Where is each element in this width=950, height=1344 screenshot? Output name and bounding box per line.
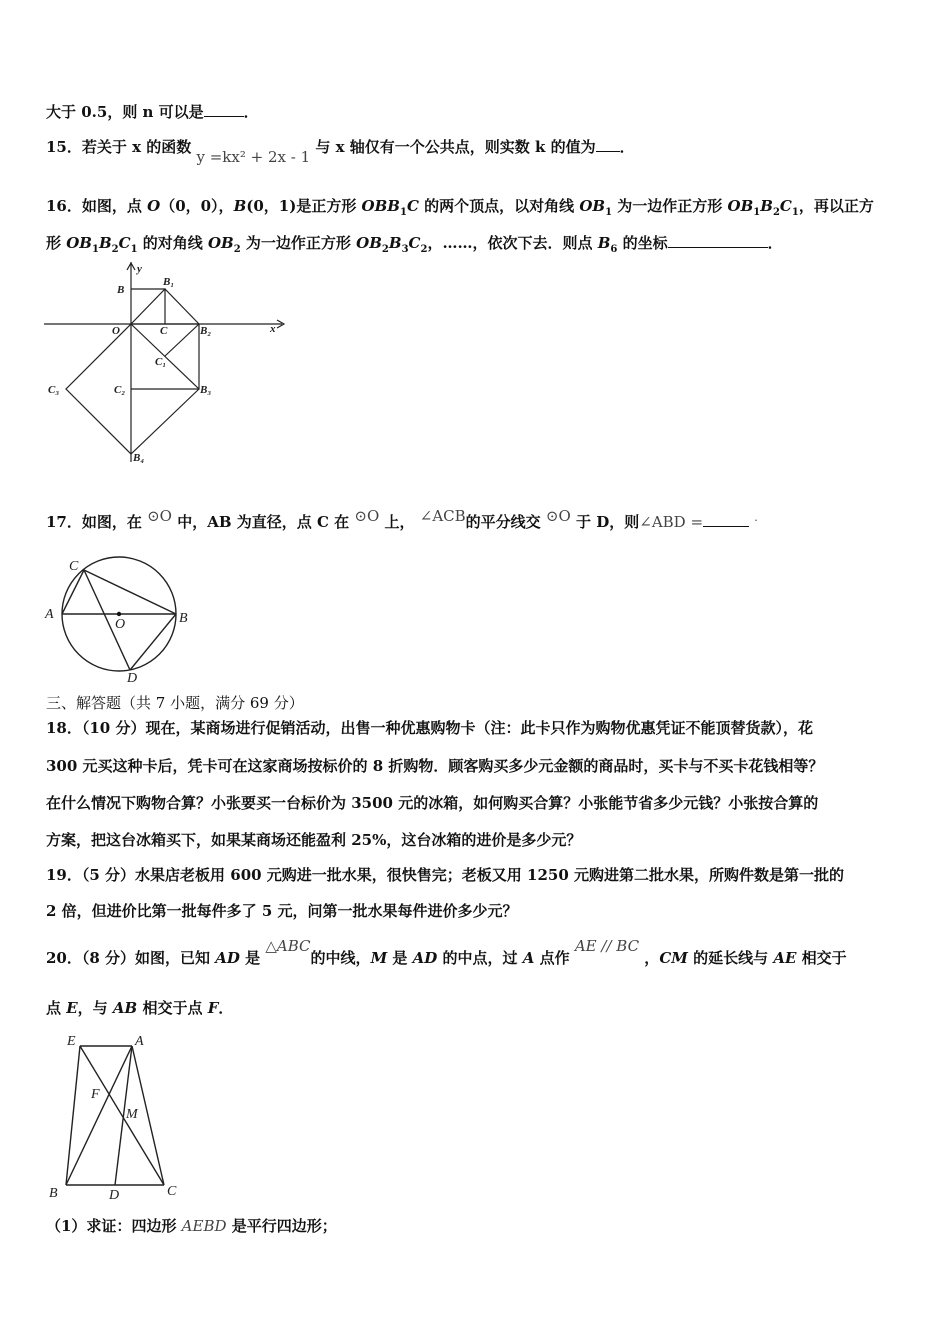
segment-ca: [62, 570, 84, 614]
figure-16-squares: [44, 262, 294, 467]
circle-o-symbol: ⊙O: [147, 507, 172, 525]
label-M: M: [126, 1107, 138, 1122]
label-C3: C₃: [48, 384, 60, 396]
label-B1: B₁: [163, 276, 175, 288]
answer-blank: [668, 233, 768, 248]
label-B3: B₃: [200, 384, 212, 396]
circle-o-symbol: ⊙O: [545, 507, 571, 525]
question-20-line2: 点 E，与 AB 相交于点 F．: [46, 999, 234, 1017]
label-A: A: [45, 607, 54, 622]
answer-blank: [703, 512, 749, 527]
triangle-abc: △ABC: [265, 937, 311, 955]
question-19-line2: 2 倍，但进价比第一批每件多了 5 元，问第一批水果每件进价多少元？: [46, 902, 518, 920]
question-18-line1: 18．（10 分）现在，某商场进行促销活动，出售一种优惠购物卡（注：此卡只作为购物优惠凭证不能顶替货款），花: [46, 719, 813, 737]
q14-tail: 大于 0.5，则 n 可以是 ．: [46, 103, 259, 121]
angle-acb: ∠ACB: [419, 507, 466, 525]
figure-20-parallelogram: [44, 1028, 184, 1203]
question-16-line2: 形 $OB_1B_2C_1$ 的对角线 $OB_2$ 为一边作正方形 $OB_2B_3C_2$，……，依次下去．则点 $B_6$ 的坐标 ．: [46, 234, 783, 255]
question-16-line1: 16．如图，点 O（0，0），B(0，1)是正方形 $OBB_1C$ 的两个顶点，以对角线 $OB_1$ 为一边作正方形 $OB_1B_2C_1$，再以正方: [46, 197, 874, 218]
label-O: O: [112, 325, 120, 337]
question-17: 17．如图，在 ⊙O 中，AB 为直径，点 C 在 ⊙O 上， ∠ACB的平分线交 ⊙O 于 D，则∠ABD = .: [46, 507, 758, 531]
label-O: O: [115, 617, 126, 632]
section-3-heading: 三、解答题（共 7 小题，满分 69 分）: [46, 694, 304, 712]
q15-function: y =kx² + 2x - 1: [196, 148, 311, 166]
label-C: C: [69, 559, 79, 574]
label-B2: B₂: [200, 325, 212, 337]
ae-parallel-bc: AE // BC: [574, 937, 640, 955]
label-x: x: [270, 323, 276, 335]
label-B: B: [179, 611, 188, 626]
question-20-line1: 20．（8 分）如图，已知 AD 是 △ABC的中线，M 是 AD 的中点，过 A 点作 AE // BC ，CM 的延长线与 AE 相交于: [46, 937, 847, 967]
label-A: A: [135, 1034, 144, 1049]
label-D: D: [127, 671, 138, 685]
answer-blank: [204, 102, 244, 117]
label-C1: C₁: [155, 356, 167, 368]
label-E: E: [67, 1034, 76, 1049]
label-B: B: [49, 1186, 58, 1201]
figure-17-circle: [42, 555, 197, 685]
question-18-line2: 300 元买这种卡后，凭卡可在这家商场按标价的 8 折购物．顾客购买多少元金额的商品时，买卡与不买卡花钱相等？: [46, 757, 824, 775]
circle-o-symbol: ⊙O: [354, 507, 380, 525]
label-B: B: [117, 284, 125, 296]
label-B4: B₄: [133, 452, 145, 464]
segment-eb: [66, 1046, 80, 1185]
label-y: y: [137, 263, 142, 275]
question-15: 15．若关于 x 的函数 y =kx² + 2x - 1 与 x 轴仅有一个公共点，则实数 k 的值为 ．: [46, 138, 635, 166]
question-18-line3: 在什么情况下购物合算？小张要买一台标价为 3500 元的冰箱，如何购买合算？小张能节省多少元钱？小张按合算的: [46, 794, 819, 812]
label-C2: C₂: [114, 384, 126, 396]
center-point: [117, 612, 121, 616]
angle-abd: ∠ABD =: [639, 513, 704, 531]
label-C: C: [160, 325, 168, 337]
question-18-line4: 方案，把这台冰箱买下，如果某商场还能盈利 25%，这台冰箱的进价是多少元？: [46, 831, 582, 849]
label-C: C: [167, 1184, 177, 1199]
label-D: D: [109, 1188, 120, 1203]
question-20-part1: （1）求证：四边形 AEBD 是平行四边形；: [46, 1217, 337, 1235]
segment: [165, 324, 199, 356]
label-F: F: [91, 1087, 100, 1102]
question-19-line1: 19．（5 分）水果店老板用 600 元购进一批水果，很快售完；老板又用 1250 元购进第二批水果，所购件数是第一批的: [46, 866, 844, 884]
answer-blank: [596, 137, 620, 152]
aebd-label: AEBD: [181, 1217, 227, 1235]
